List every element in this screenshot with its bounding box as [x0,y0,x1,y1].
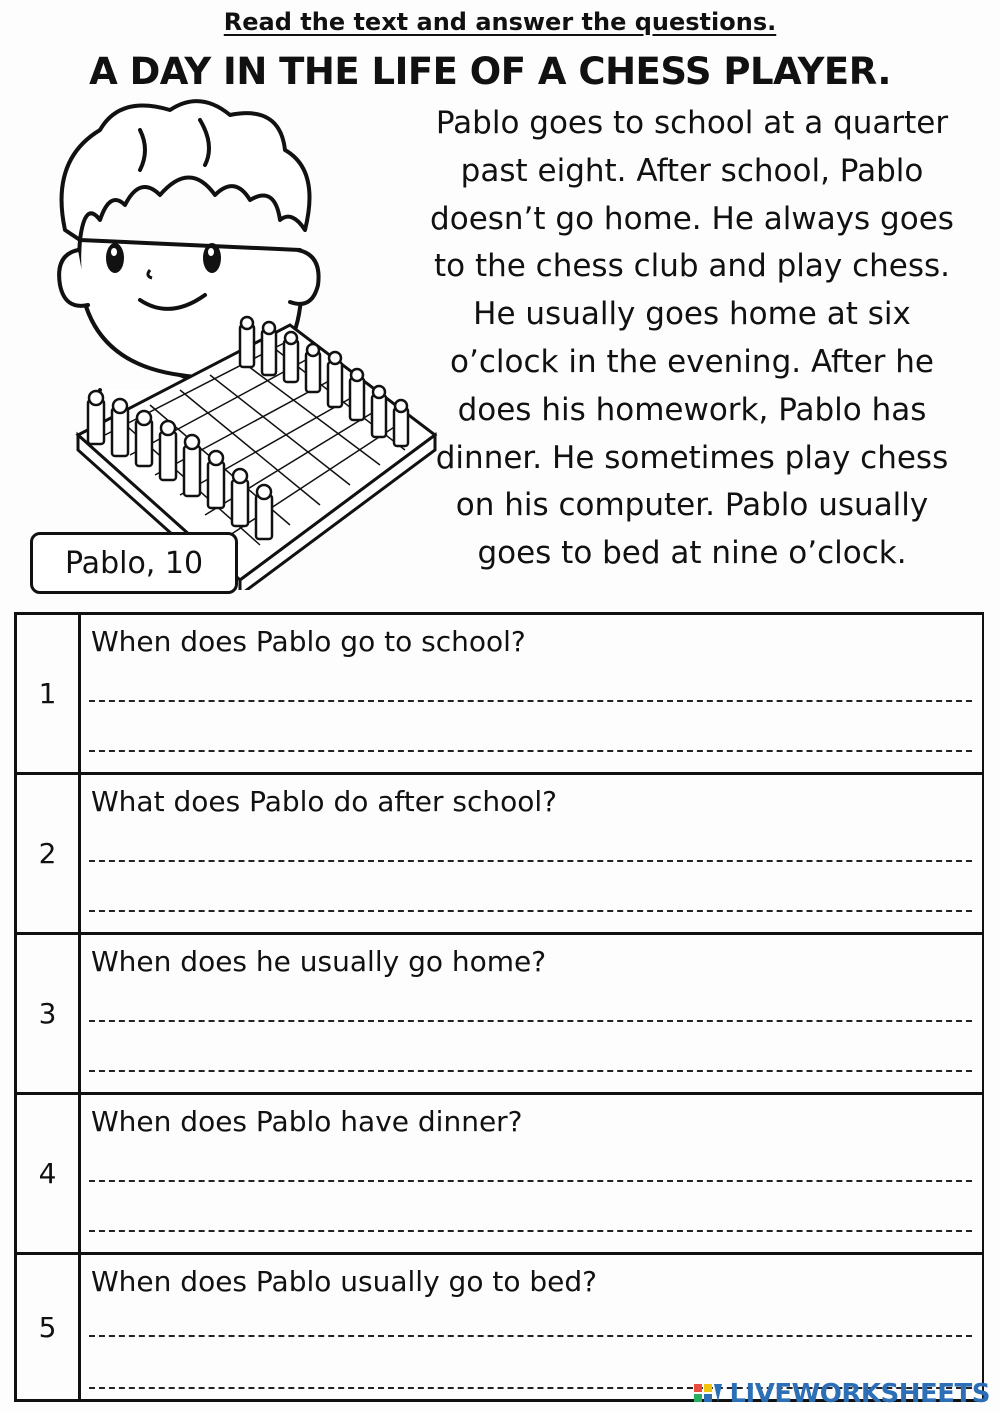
question-number: 2 [17,775,81,932]
passage-line: doesn’t go home. He always goes [430,200,954,237]
answer-line[interactable] [89,700,972,702]
answer-line[interactable] [89,1070,972,1072]
questions-table [14,612,984,1402]
question-row-1 [17,615,982,775]
question-text: What does Pablo do after school? [91,785,558,818]
liveworksheets-logo-icon [693,1381,723,1407]
passage-line: Pablo goes to school at a quarter [435,105,949,141]
passage-line: o’clock in the evening. After he [450,343,934,380]
question-row-4 [17,1095,982,1255]
answer-line[interactable] [89,750,972,752]
question-number: 5 [17,1255,81,1399]
passage-line: past eight. After school, Pablo [460,152,924,189]
answer-line[interactable] [89,910,972,912]
answer-line[interactable] [89,860,972,862]
instruction-heading: Read the text and answer the questions. [223,8,777,36]
answer-line[interactable] [89,1020,972,1022]
question-number: 3 [17,935,81,1092]
passage-line: dinner. He sometimes play chess [435,439,949,476]
answer-line[interactable] [89,1180,972,1182]
question-number: 1 [17,615,81,772]
question-text: When does Pablo have dinner? [91,1105,523,1138]
watermark-text: LIVEWORKSHEETS [729,1379,990,1409]
reading-passage [418,100,966,578]
passage-line: goes to bed at nine o’clock. [477,535,907,572]
boy-with-chessboard-illustration [30,90,450,590]
question-row-5 [17,1255,982,1399]
answer-line[interactable] [89,1230,972,1232]
passage-line: on his computer. Pablo usually [455,487,929,524]
question-row-2 [17,775,982,935]
passage-line: to the chess club and play chess. [433,248,951,285]
question-text: When does Pablo usually go to bed? [91,1265,598,1298]
question-row-3 [17,935,982,1095]
question-text: When does he usually go home? [91,945,547,978]
liveworksheets-watermark [693,1379,990,1409]
passage-line: He usually goes home at six [473,296,911,333]
passage-line: does his homework, Pablo has [457,391,927,428]
question-number: 4 [17,1095,81,1252]
worksheet-title: A DAY IN THE LIFE OF A CHESS PLAYER. [89,50,891,93]
answer-line[interactable] [89,1335,972,1337]
student-name-tag: Pablo, 10 [30,532,238,594]
question-text: When does Pablo go to school? [91,625,526,658]
